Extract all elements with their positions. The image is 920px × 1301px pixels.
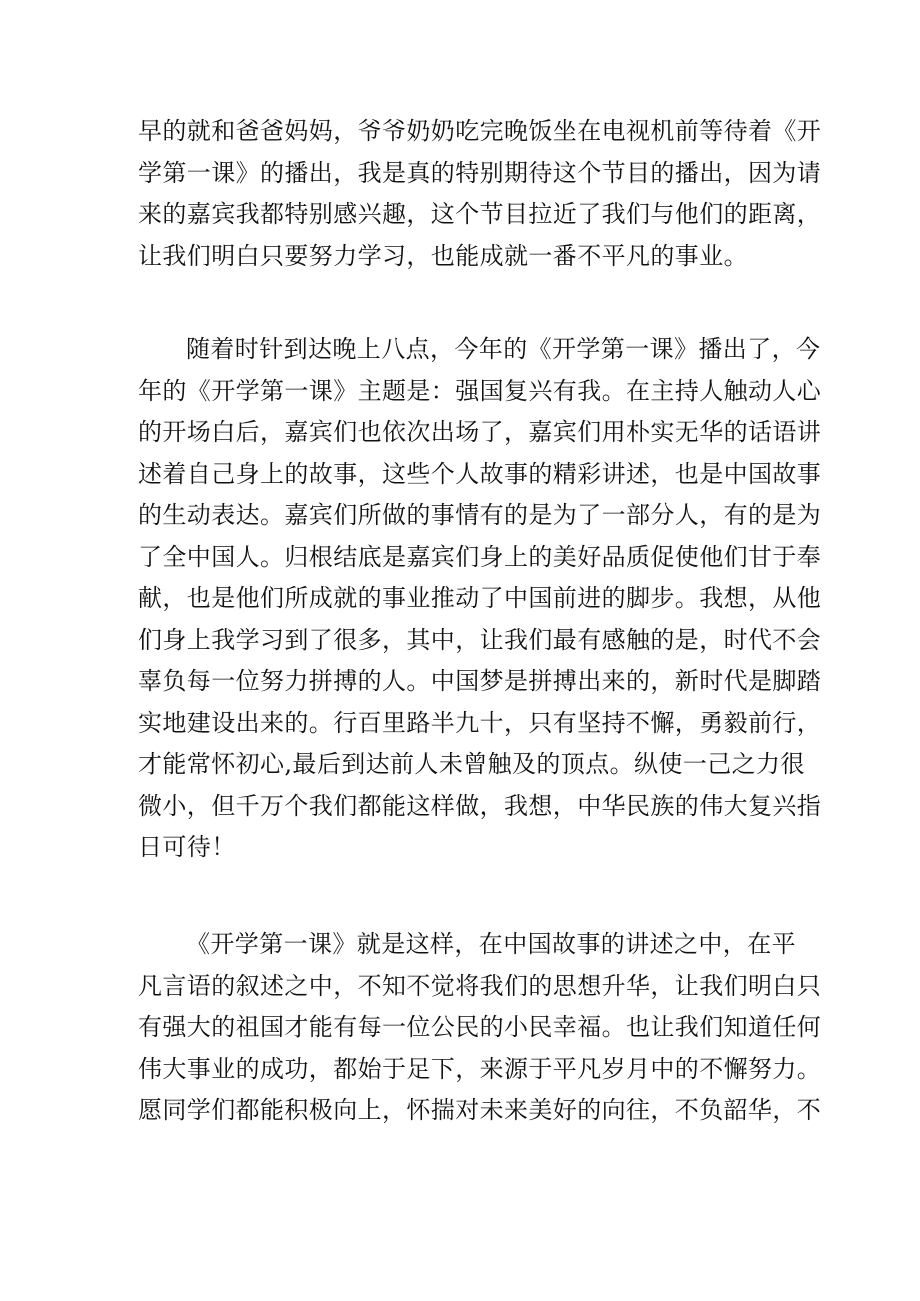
text-line: 让我们明白只要努力学习，也能成就一番不平凡的事业。 xyxy=(138,241,748,270)
text-line: 的开场白后，嘉宾们也依次出场了，嘉宾们用朴实无华的话语讲 xyxy=(138,418,822,446)
text-line: 随着时针到达晚上八点，今年的《开学第一课》播出了，今 xyxy=(186,335,821,363)
text-line: 愿同学们都能积极向上，怀揣对未来美好的向往，不负韶华，不 xyxy=(138,1096,822,1124)
text-line: 微小，但千万个我们都能这样做，我想，中华民族的伟大复兴指 xyxy=(138,791,822,820)
text-line: 日可待！ xyxy=(138,833,236,861)
paragraph-2 xyxy=(138,329,822,869)
text-line: 早的就和爸爸妈妈，爷爷奶奶吃完晚饭坐在电视机前等待着《开 xyxy=(138,117,822,145)
text-line: 们身上我学习到了很多，其中，让我们最有感触的是，时代不会 xyxy=(138,625,822,654)
text-line: 述着自己身上的故事，这些个人故事的精彩讲述，也是中国故事 xyxy=(138,459,822,488)
text-line: 才能常怀初心,最后到达前人未曾触及的顶点。纵使一己之力很 xyxy=(138,750,805,778)
text-line: 来的嘉宾我都特别感兴趣，这个节目拉近了我们与他们的距离， xyxy=(138,200,822,228)
text-line: 有强大的祖国才能有每一位公民的小民幸福。也让我们知道任何 xyxy=(138,1013,822,1041)
text-line: 辜负每一位努力拼搏的人。中国梦是拼搏出来的，新时代是脚踏 xyxy=(138,667,822,695)
text-line: 伟大事业的成功，都始于足下，来源于平凡岁月中的不懈努力。 xyxy=(138,1054,822,1083)
text-line: 《开学第一课》就是这样，在中国故事的讲述之中，在平 xyxy=(186,930,796,958)
text-line: 凡言语的叙述之中，不知不觉将我们的思想升华，让我们明白只 xyxy=(138,971,822,1000)
text-line: 的生动表达。嘉宾们所做的事情有的是为了一部分人，有的是为 xyxy=(138,501,822,529)
text-line: 年的《开学第一课》主题是：强国复兴有我。在主持人触动人心 xyxy=(138,376,822,405)
text-line: 学第一课》的播出，我是真的特别期待这个节目的播出，因为请 xyxy=(138,158,822,187)
text-line: 了全中国人。归根结底是嘉宾们身上的美好品质促使他们甘于奉 xyxy=(138,542,822,571)
paragraph-3 xyxy=(138,924,822,1132)
text-line: 献，也是他们所成就的事业推动了中国前进的脚步。我想，从他 xyxy=(138,584,822,612)
paragraph-1 xyxy=(138,111,822,277)
text-line: 实地建设出来的。行百里路半九十，只有坚持不懈，勇毅前行， xyxy=(138,708,822,737)
